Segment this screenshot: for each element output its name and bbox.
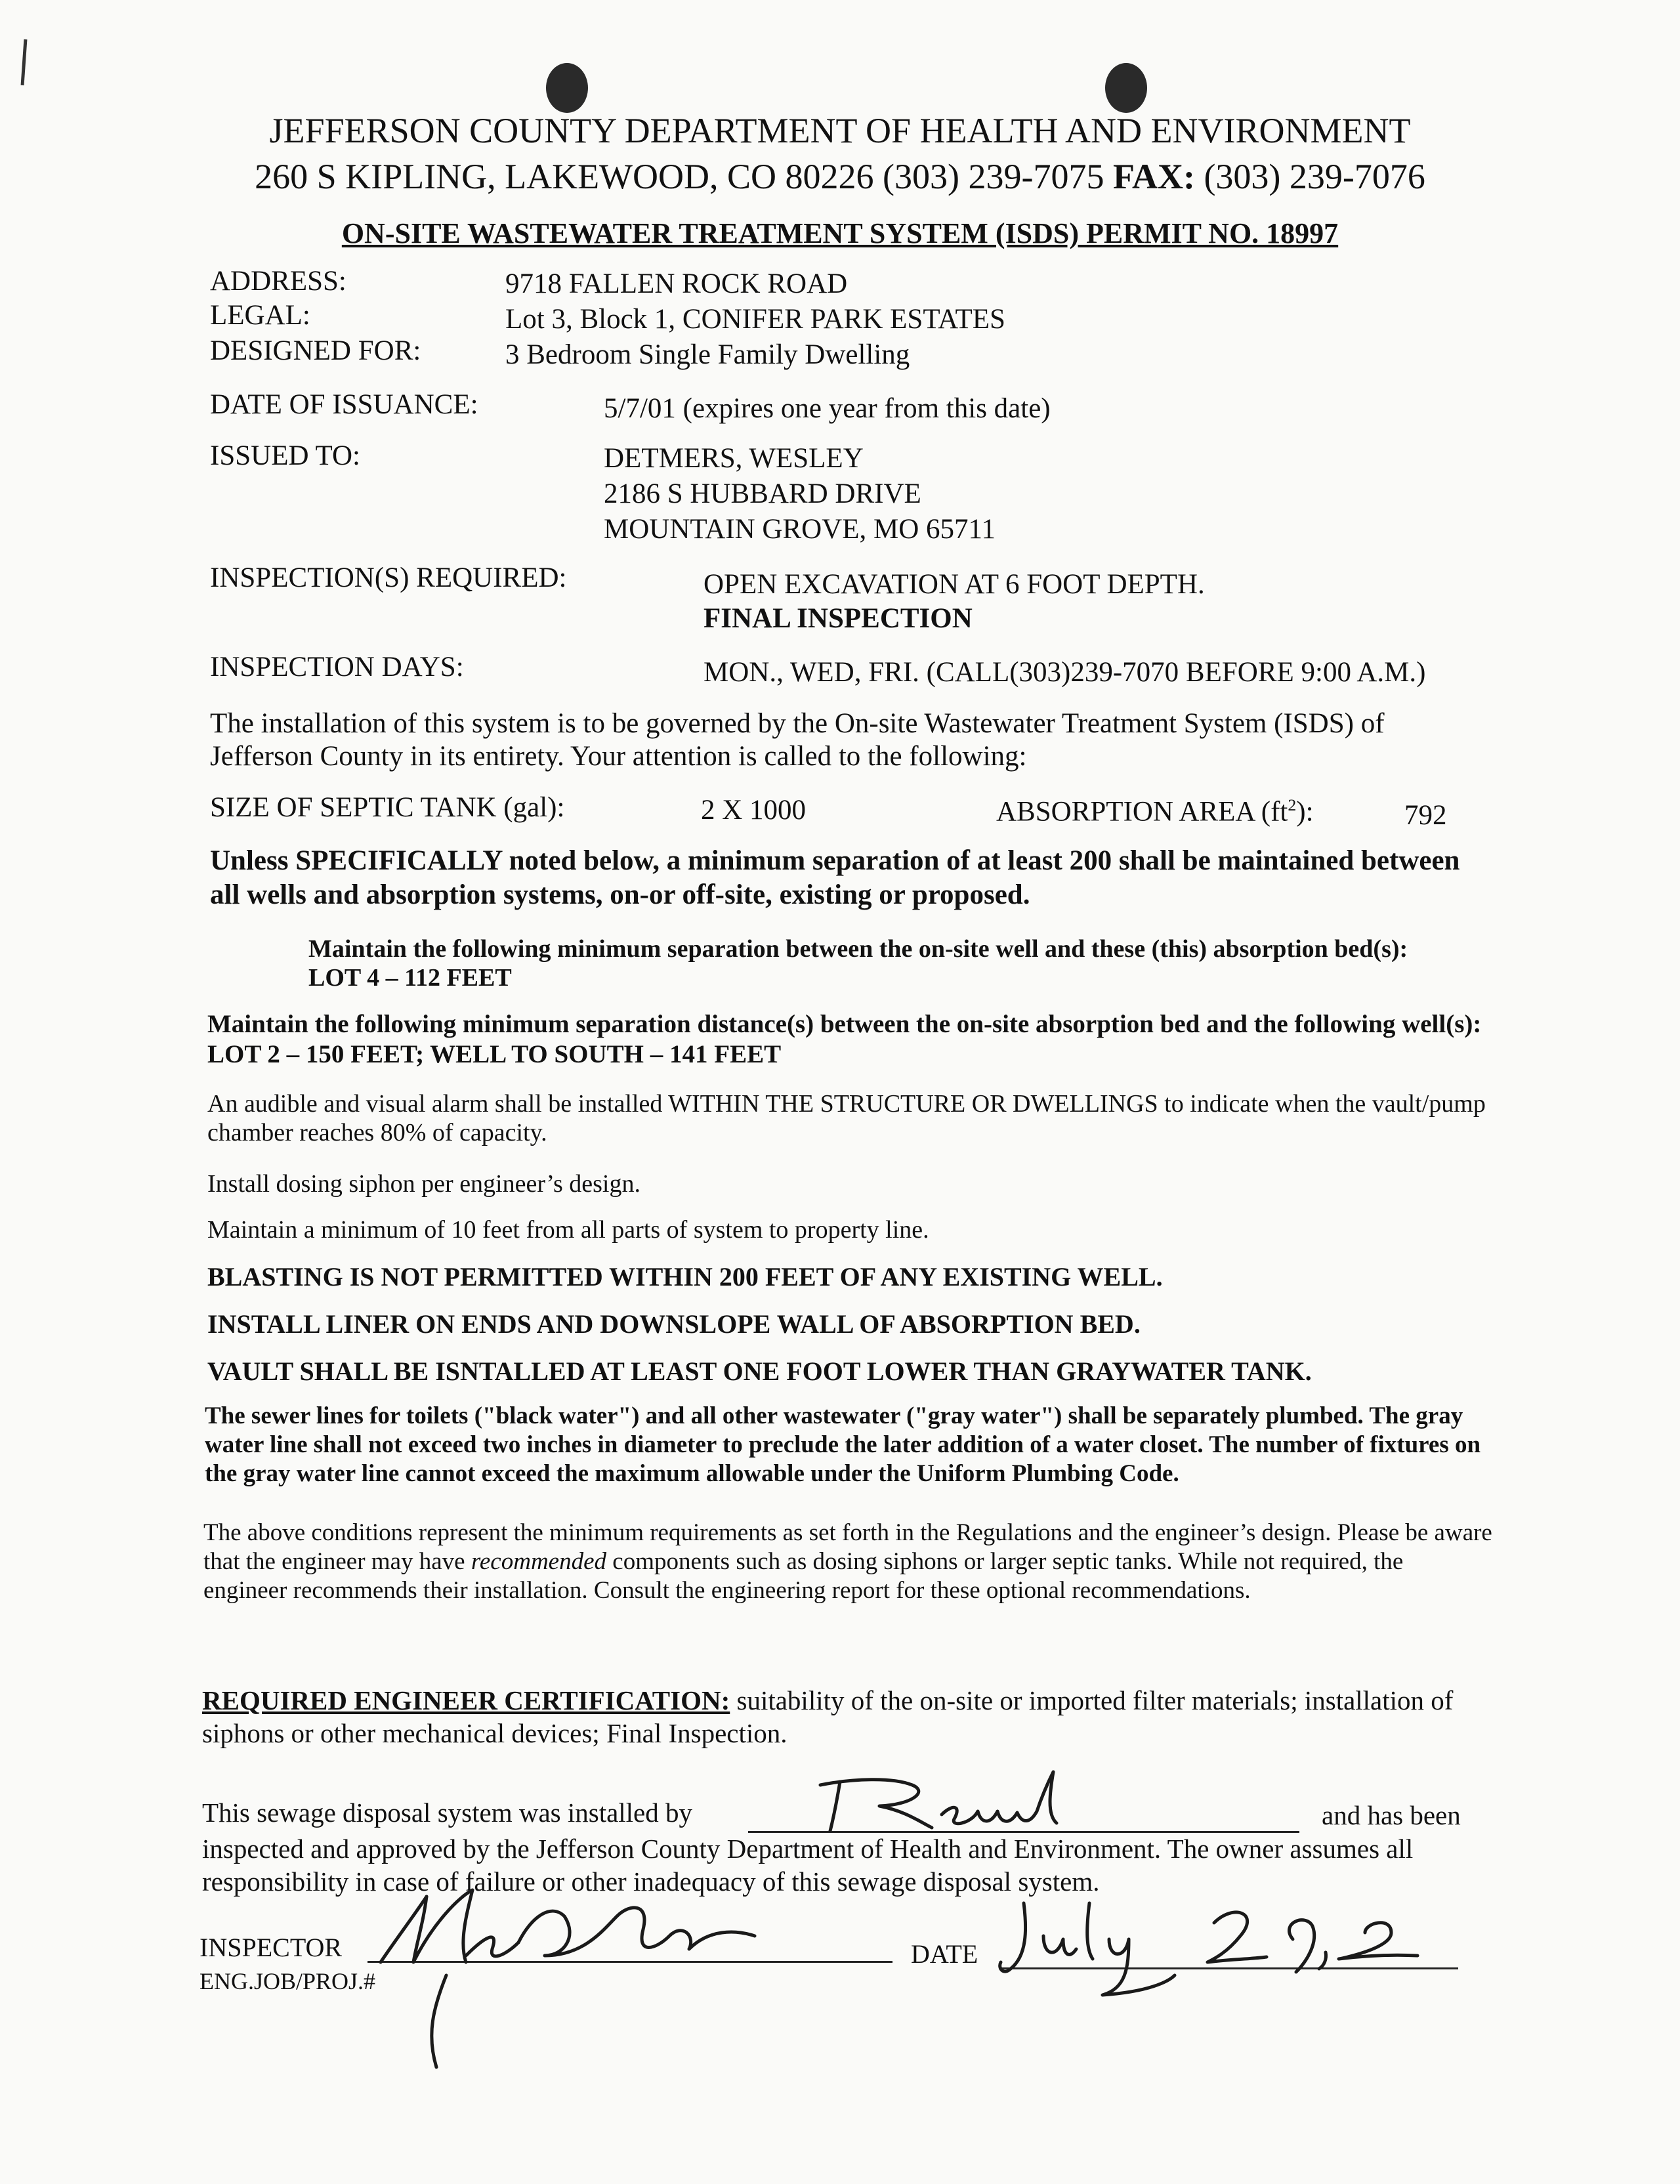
conditions-text-a: The above conditions represent the minimum requirements as set forth in the Regulations and the engineer’s design. Please be aware that the engineer may have: [203, 1519, 1492, 1575]
certification-text: suitability of the on-site or imported filter materials; installation of siphons or other mechanical devices; Final Inspection.: [202, 1685, 1454, 1748]
tank-size-label: SIZE OF SEPTIC TANK (gal):: [210, 792, 565, 823]
inspection-final: FINAL INSPECTION: [704, 603, 973, 634]
designed-for-value: 3 Bedroom Single Family Dwelling: [505, 339, 910, 370]
issued-to-street: 2186 S HUBBARD DRIVE: [604, 478, 921, 509]
certification-paragraph: [202, 1684, 1495, 1750]
absorption-superscript: 2: [1288, 795, 1297, 814]
absorption-area-label: [996, 795, 1314, 828]
date-signature: [998, 1877, 1431, 2002]
vault-line: VAULT SHALL BE ISNTALLED AT LEAST ONE FOOT LOWER THAN GRAYWATER TANK.: [207, 1356, 1312, 1386]
designed-for-label: DESIGNED FOR:: [210, 335, 421, 366]
governed-paragraph: The installation of this system is to be governed by the On-site Wastewater Treatment System (ISDS) of Jefferson County in its entirety. Your attention is called to the following:: [210, 708, 1385, 772]
stray-pen-mark: [21, 39, 28, 85]
issuance-value: 5/7/01 (expires one year from this date): [604, 393, 1051, 424]
siphon-line: Install dosing siphon per engineer’s design.: [207, 1170, 640, 1198]
agency-address-phone: 260 S KIPLING, LAKEWOOD, CO 80226 (303) 239-7075: [255, 157, 1104, 196]
installed-by-label: This sewage disposal system was installed by: [202, 1797, 693, 1828]
issued-to-name: DETMERS, WESLEY: [604, 443, 864, 474]
inspection-excavation: OPEN EXCAVATION AT 6 FOOT DEPTH.: [704, 569, 1205, 600]
conditions-paragraph: [203, 1519, 1492, 1605]
approved-end-text: and has been: [1322, 1800, 1461, 1830]
approved-paragraph: inspected and approved by the Jefferson County Department of Health and Environment. The owner assumes all responsibility in case of failure or other inadequacy of this sewage disposal system.: [202, 1834, 1414, 1897]
well-separation-lot: LOT 4 – 112 FEET: [308, 964, 512, 992]
certification-label: REQUIRED ENGINEER CERTIFICATION:: [202, 1685, 730, 1715]
legal-label: LEGAL:: [210, 300, 310, 331]
inspector-label: INSPECTOR: [200, 1933, 343, 1962]
inspections-label: INSPECTION(S) REQUIRED:: [210, 562, 567, 593]
punch-hole-left: [546, 63, 588, 113]
issued-to-label: ISSUED TO:: [210, 440, 360, 471]
issued-to-city: MOUNTAIN GROVE, MO 65711: [604, 514, 996, 545]
agency-contact: [0, 156, 1680, 197]
inspection-days-label: INSPECTION DAYS:: [210, 652, 464, 682]
separation-paragraph: Unless SPECIFICALLY noted below, a minimum separation of at least 200 shall be maintained between all wells and absorption systems, on-or off-site, existing or proposed.: [210, 845, 1460, 910]
address-value: 9718 FALLEN ROCK ROAD: [505, 268, 848, 299]
inspector-signature: [368, 1857, 840, 2074]
inspection-days-value: MON., WED, FRI. (CALL(303)239-7070 BEFORE 9:00 A.M.): [704, 657, 1426, 688]
installer-signature: [814, 1765, 1089, 1838]
property-line: Maintain a minimum of 10 feet from all parts of system to property line.: [207, 1216, 929, 1244]
conditions-emphasis: recommended: [471, 1548, 607, 1575]
date-label: DATE: [911, 1939, 978, 1969]
well-separation-line: Maintain the following minimum separation between the on-site well and these (this) absorption bed(s):: [308, 935, 1408, 963]
fax-number: (303) 239-7076: [1204, 157, 1425, 196]
alarm-paragraph: An audible and visual alarm shall be installed WITHIN THE STRUCTURE OR DWELLINGS to indicate when the vault/pump chamber reaches 80% of capacity.: [207, 1090, 1486, 1146]
eng-job-label: ENG.JOB/PROJ.#: [200, 1968, 376, 1994]
sewer-paragraph: The sewer lines for toilets ("black water") and all other wastewater ("gray water") shall be separately plumbed. The gray water line shall not exceed two inches in diameter to preclude the later addition of a water closet. The number of fixtures on the gray water line cannot exceed the maximum allowable under the Uniform Plumbing Code.: [205, 1402, 1481, 1487]
agency-name: JEFFERSON COUNTY DEPARTMENT OF HEALTH AND ENVIRONMENT: [269, 111, 1411, 150]
fax-label: FAX:: [1112, 157, 1195, 196]
absorption-label-text: ABSORPTION AREA (ft: [996, 796, 1288, 828]
bed-separation-paragraph: Maintain the following minimum separation distance(s) between the on-site absorption bed and the following well(s): LOT 2 – 150 FEET; WELL TO SOUTH – 141 FEET: [207, 1010, 1482, 1068]
issuance-label: DATE OF ISSUANCE:: [210, 389, 478, 420]
permit-title: ON-SITE WASTEWATER TREATMENT SYSTEM (ISDS) PERMIT NO. 18997: [341, 217, 1339, 249]
absorption-area-value: 792: [1404, 800, 1447, 831]
legal-value: Lot 3, Block 1, CONIFER PARK ESTATES: [505, 304, 1005, 335]
tank-size-value: 2 X 1000: [701, 795, 807, 826]
liner-line: INSTALL LINER ON ENDS AND DOWNSLOPE WALL OF ABSORPTION BED.: [207, 1309, 1141, 1339]
blasting-line: BLASTING IS NOT PERMITTED WITHIN 200 FEET OF ANY EXISTING WELL.: [207, 1262, 1163, 1292]
address-label: ADDRESS:: [210, 266, 346, 297]
absorption-label-end: ):: [1296, 796, 1314, 828]
conditions-text-b: components such as dosing siphons or larger septic tanks. While not required, the engineer recommends their installation. Consult the engineering report for these optional recommendations.: [203, 1548, 1404, 1604]
punch-hole-right: [1105, 63, 1147, 113]
